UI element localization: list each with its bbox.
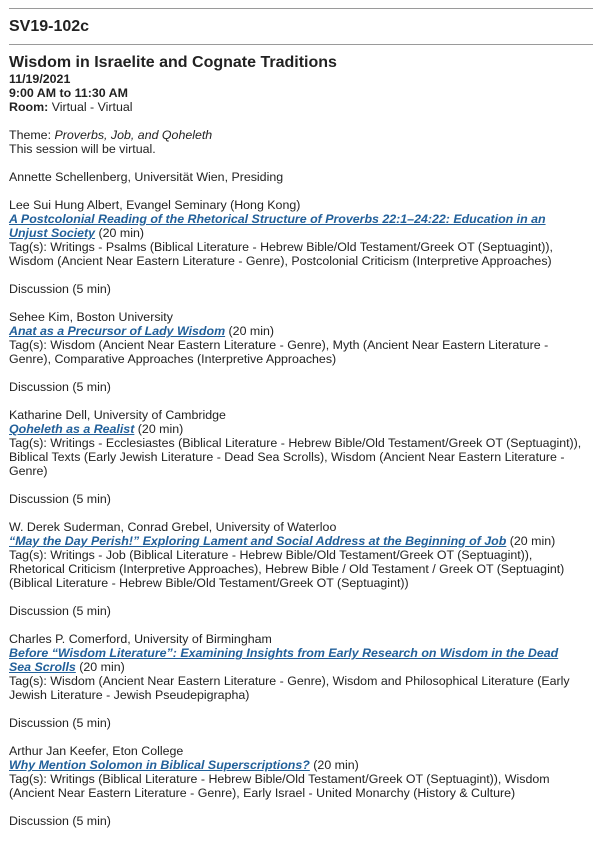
paper-title-line [9, 646, 593, 660]
discussion: Discussion (5 min) [9, 814, 111, 828]
session-theme [9, 128, 593, 142]
paper-title-link[interactable]: “May the Day Perish!” Exploring Lament and Social Address at the Beginning of Job [9, 534, 507, 548]
paper-tags: (Ancient Near Eastern Literature - Genre), Early Israel - United Monarchy (History & Culture) [9, 786, 516, 800]
discussion: Discussion (5 min) [9, 282, 111, 296]
paper-tags: Genre), Comparative Approaches (Interpretive Approaches) [9, 352, 337, 366]
paper-tags: Tag(s): Writings - Psalms (Biblical Literature - Hebrew Bible/Old Testament/Greek OT (Septuagint)), [9, 240, 553, 254]
code-divider [9, 44, 593, 45]
discussion: Discussion (5 min) [9, 716, 111, 730]
presiding: Annette Schellenberg, Universität Wien, Presiding [9, 170, 284, 184]
room-label: Room: [9, 100, 49, 114]
paper-tags: (Biblical Literature - Hebrew Bible/Old Testament/Greek OT (Septuagint)) [9, 576, 409, 590]
top-divider [9, 8, 593, 9]
session-time: 9:00 AM to 11:30 AM [9, 86, 128, 100]
paper-title-link[interactable]: Why Mention Solomon in Biblical Superscriptions? [9, 758, 310, 772]
session-code: SV19-102c [9, 18, 90, 35]
paper-title-line [9, 212, 593, 226]
paper-duration: (20 min) [509, 534, 556, 548]
paper-title-link[interactable]: Sea Scrolls [9, 660, 76, 674]
paper-title-line [9, 660, 593, 674]
paper-title-link[interactable]: A Postcolonial Reading of the Rhetorical Structure of Proverbs 22:1–24:22: Education in an [9, 212, 546, 226]
paper-presenter: Sehee Kim, Boston University [9, 310, 173, 324]
paper-tags: Tag(s): Wisdom (Ancient Near Eastern Literature - Genre), Wisdom and Philosophical Literature (Early [9, 674, 570, 688]
discussion: Discussion (5 min) [9, 604, 111, 618]
session-title: Wisdom in Israelite and Cognate Traditions [9, 54, 337, 71]
paper-title-link[interactable]: Qoheleth as a Realist [9, 422, 135, 436]
paper-presenter: Lee Sui Hung Albert, Evangel Seminary (Hong Kong) [9, 198, 301, 212]
paper-title-line [9, 226, 593, 240]
paper-title-link[interactable]: Anat as a Precursor of Lady Wisdom [9, 324, 226, 338]
paper-duration: (20 min) [79, 660, 125, 674]
paper-tags: Wisdom (Ancient Near Eastern Literature - Genre), Postcolonial Criticism (Interpretive Approaches) [9, 254, 552, 268]
paper-tags: Tag(s): Wisdom (Ancient Near Eastern Literature - Genre), Myth (Ancient Near Eastern Literature - [9, 338, 549, 352]
paper-presenter: Charles P. Comerford, University of Birmingham [9, 632, 272, 646]
paper-tags: Rhetorical Criticism (Interpretive Approaches), Hebrew Bible / Old Testament / Greek OT (Septuagint) [9, 562, 565, 576]
paper-presenter: Arthur Jan Keefer, Eton College [9, 744, 184, 758]
paper-title-line [9, 422, 593, 436]
paper-title-line [9, 758, 593, 772]
paper-tags: Tag(s): Writings (Biblical Literature - Hebrew Bible/Old Testament/Greek OT (Septuagint)), Wisdom [9, 772, 550, 786]
paper-presenter: Katharine Dell, University of Cambridge [9, 408, 226, 422]
paper-title-link[interactable]: Unjust Society [9, 226, 96, 240]
paper-tags: Jewish Literature - Jewish Pseudepigrapha) [9, 688, 250, 702]
room-value: Virtual - Virtual [51, 100, 133, 114]
paper-presenter: W. Derek Suderman, Conrad Grebel, University of Waterloo [9, 520, 337, 534]
paper-duration: (20 min) [228, 324, 274, 338]
paper-duration: (20 min) [98, 226, 144, 240]
paper-tags: Biblical Texts (Early Jewish Literature - Dead Sea Scrolls), Wisdom (Ancient Near Eastern Literature - [9, 450, 565, 464]
paper-duration: (20 min) [313, 758, 359, 772]
theme-value: Proverbs, Job, and Qoheleth [54, 128, 213, 142]
paper-title-link[interactable]: Before “Wisdom Literature”: Examining Insights from Early Research on Wisdom in the Dead [9, 646, 559, 660]
paper-title-line [9, 324, 593, 338]
paper-title-line [9, 534, 593, 548]
paper-duration: (20 min) [137, 422, 184, 436]
discussion: Discussion (5 min) [9, 492, 111, 506]
paper-tags: Genre) [9, 464, 48, 478]
session-room [9, 100, 593, 114]
session-date: 11/19/2021 [9, 72, 71, 86]
paper-tags: Tag(s): Writings - Ecclesiastes (Biblical Literature - Hebrew Bible/Old Testament/Greek OT (Septuagint)), [9, 436, 582, 450]
virtual-note: This session will be virtual. [9, 142, 156, 156]
discussion: Discussion (5 min) [9, 380, 111, 394]
theme-label: Theme: [9, 128, 52, 142]
paper-tags: Tag(s): Writings - Job (Biblical Literature - Hebrew Bible/Old Testament/Greek OT (Septuagint)), [9, 548, 533, 562]
